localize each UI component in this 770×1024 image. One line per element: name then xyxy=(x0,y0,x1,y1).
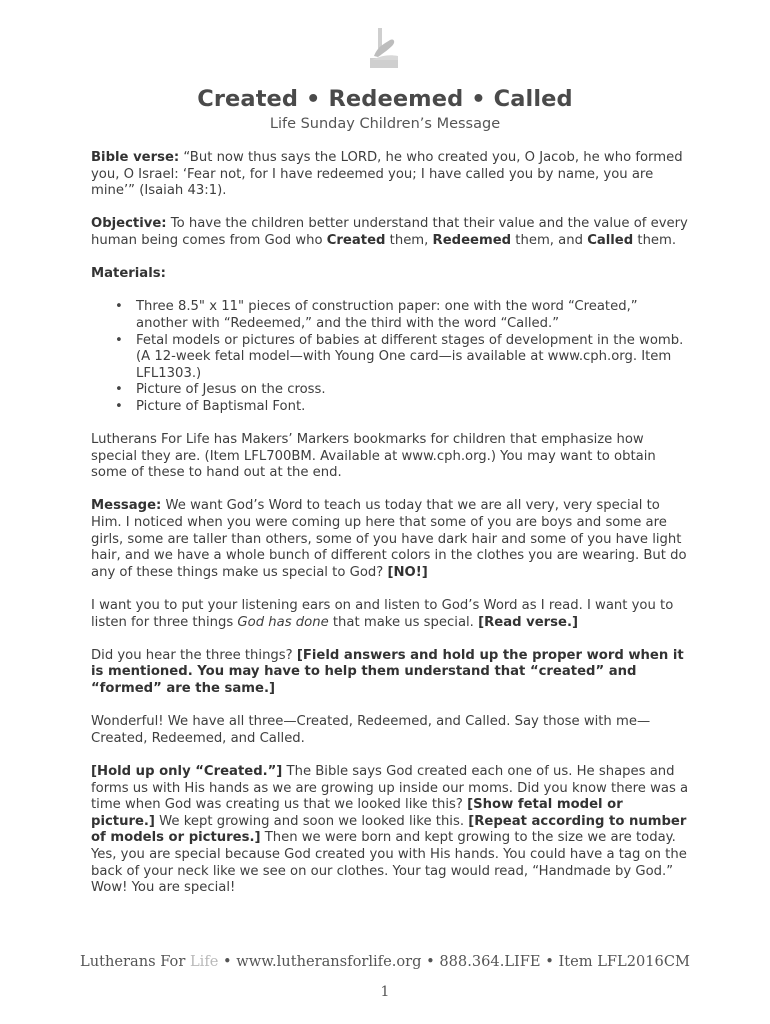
document-body xyxy=(91,150,691,913)
message-text: We want God’s Word to teach us today that we are all very, very special to Him. I noticed when you were coming up here that some of you are boys and some are girls, some are taller than others, some of you have dark hair and some of you have light hair, and we have a whole bunch of different colors in the clothes you are wearing. But do any of these things make us special to God? xyxy=(91,498,687,580)
page-title: Created • Redeemed • Called xyxy=(197,86,573,112)
materials-list xyxy=(91,299,691,415)
footer-contact: • www.lutheransforlife.org • 888.364.LIFE • Item LFL2016CM xyxy=(218,953,690,970)
list-item: • Picture of Baptismal Font. xyxy=(136,399,691,416)
objective-text: To have the children better understand that their value and the value of every human being comes from God who xyxy=(91,216,688,248)
created-text: The Bible says God created each one of us. He shapes and forms us with His hands as we are growing up inside our moms. Did you know there was a time when God was creating us that we looked like this? xyxy=(91,763,689,813)
message-paragraph xyxy=(91,498,691,581)
materials-heading xyxy=(91,266,691,283)
listen-instruction: [Read verse.] xyxy=(478,614,579,630)
hear-text: Did you hear the three things? xyxy=(91,647,297,663)
created-instruction: [Repeat according to number of models or pictures.] xyxy=(91,813,687,846)
wonderful-paragraph: Wonderful! We have all three—Created, Redeemed, and Called. Say those with me—Created, Redeemed, and Called. xyxy=(91,714,651,746)
created-instruction: [Show fetal model or picture.] xyxy=(91,797,623,829)
bible-verse-paragraph xyxy=(91,150,691,200)
objective-created: Created xyxy=(326,232,386,248)
list-item: • Three 8.5" x 11" pieces of construction paper: one with the word “Created,” another with “Redeemed,” and the third with the word “Called.” xyxy=(136,299,691,332)
message-label: Message: xyxy=(91,498,162,514)
objective-paragraph xyxy=(91,216,691,249)
created-instruction: [Hold up only “Created.”] xyxy=(91,763,283,779)
created-text: We kept growing and soon we looked like this. xyxy=(154,813,469,829)
materials-label: Materials: xyxy=(91,266,166,282)
objective-called: Called xyxy=(587,232,634,248)
listen-italic: God has done xyxy=(237,614,329,630)
objective-redeemed: Redeemed xyxy=(432,232,512,248)
message-answer: [NO!] xyxy=(387,564,428,580)
hear-paragraph xyxy=(91,648,691,698)
objective-label: Objective: xyxy=(91,216,167,232)
footer-org: Lutherans For xyxy=(80,953,190,970)
bible-verse-text: “But now thus says the LORD, he who created you, O Jacob, he who formed you, O Israel: ‘Fear not, for I have redeemed you; I have called you by name, you are mine’” (Isaiah 43:1). xyxy=(91,150,683,199)
hear-instruction: [Field answers and hold up the proper word when it is mentioned. You may have to help them understand that “created” and “formed” are the same.] xyxy=(91,647,684,696)
footer-org-life: Life xyxy=(189,953,219,970)
bookmarks-paragraph: Lutherans For Life has Makers’ Markers bookmarks for children that emphasize how special they are. (Item LFL700BM. Available at www.cph.org.) You may want to obtain some of these to hand out at the end. xyxy=(91,432,656,481)
page-subtitle: Life Sunday Children’s Message xyxy=(269,116,501,132)
objective-text: them. xyxy=(633,232,677,248)
listen-text: I want you to put your listening ears on and listen to God’s Word as I read. I want you to listen for three things xyxy=(91,598,674,630)
objective-text: them, and xyxy=(511,232,588,248)
page-number: 1 xyxy=(380,984,390,1000)
listen-text: that make us special. xyxy=(328,614,479,630)
objective-text: them, xyxy=(385,232,433,248)
hand-logo-icon xyxy=(368,26,400,68)
bible-verse-label: Bible verse: xyxy=(91,150,180,165)
created-text: Then we were born and kept growing to the size we are today. Yes, you are special because God created you with His hands. You could have a tag on the back of your neck like we see on our clothes. Your tag would read, “Handmade by God.” Wow! You are special! xyxy=(91,830,687,896)
list-item: • Picture of Jesus on the cross. xyxy=(136,382,691,399)
listen-paragraph xyxy=(91,598,691,631)
list-item: • Fetal models or pictures of babies at different stages of development in the womb. (A 12-week fetal model—with Young One card—is available at www.cph.org. Item LFL1303.) xyxy=(136,333,691,383)
page-footer xyxy=(0,953,770,970)
created-paragraph xyxy=(91,764,691,897)
